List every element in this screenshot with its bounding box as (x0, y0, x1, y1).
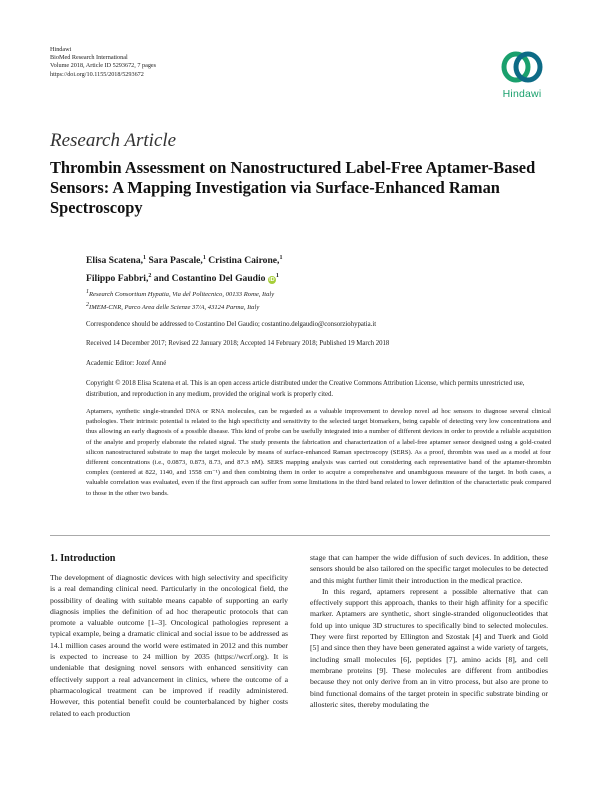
doi-link[interactable]: https://doi.org/10.1155/2018/5293672 (50, 70, 144, 78)
hindawi-logo (497, 47, 547, 100)
copyright-notice: Copyright © 2018 Elisa Scatena et al. This is an open access article distributed under the Creative Commons Attribution License, which permits unrestricted use, distribution, and reproduction in any medium, provided the original work is properly cited. (86, 380, 525, 398)
publication-dates: Received 14 December 2017; Revised 22 January 2018; Accepted 14 February 2018; Published 19 March 2018 (86, 340, 390, 347)
section-divider (50, 535, 550, 536)
section-heading: 1. Introduction (50, 553, 116, 564)
publisher-name: Hindawi (50, 46, 72, 53)
body-paragraph: The development of diagnostic devices with high selectivity and specificity is a real demanding clinical need. Particularly in the oncological field, the possibility of dealing with suitable means capable of supporting an early diagnosis implies the definition of ad hoc therapeutic protocols that can promote a valuable outcome [1–3]. Oncological pathologies represent a typical example, being a dramatic clinical and social issue to be addressed as 14.1 million cases around the world were estimated in 2012 and this number is expected to increase to 24 million by 2035 (https://wcrf.org). It is undeniable that designing novel sensors with enhanced sensitivity can effectively support a real advancement in clinics, where the outcome of a pharmacological treatment can be improved if readily administered. However, this potential benefit could be counterbalanced by higher costs related to each production (50, 573, 288, 718)
author[interactable]: and Costantino Del Gaudio $iD^1$ (153, 272, 279, 284)
article-title: Thrombin Assessment on Nanostructured Label-Free Aptamer-Based Sensors: A Mapping Investigation via Surface-Enhanced Raman Spectroscopy (50, 158, 536, 217)
body-paragraph: In this regard, aptamers represent a possible alternative that can effectively support this approach, thanks to their high affinity for a specific marker. Aptamers are synthetic, short single-stranded oligonucleotides that fold up into unique 3D structures to specifically bind to selected molecules. They were first reported by Ellington and Szostak [4] and Tuerk and Gold [5] and since then they have been generated against a wide variety of targets, including small molecules [6], peptides [7], amino acids [8], and cell membrane proteins [9]. These molecules are different from antibodies because they not only derive from an in vitro process, but also are prone to bind functional domains of the target protein in specific substrate binding or allosteric sites, thereby modulating the (310, 586, 548, 709)
logo-text: Hindawi (502, 88, 542, 100)
author[interactable]: Cristina Cairone,$^1$ (208, 255, 283, 267)
article-type: Research Article (50, 130, 177, 151)
abstract: Aptamers, synthetic single-stranded DNA or RNA molecules, can be regarded as a valuable improvement to develop novel ad hoc sensors to diagnose several clinical pathologies. Their intrinsic potential is related to the high specificity and sensitivity to the selected target biomarkers, being capable of detecting very low concentrations and thus allowing an early diagnosis of a possible disease. This kind of probe can be usefully integrated into a number of different devices in order to provide a reliable acquisition of the analyte and properly elaborate the related signal. The study presents the fabrication and characterization of a label-free aptamer sensor designed using a gold-coated silicon nanostructured substrate to map the target molecule by means of surface-enhanced Raman spectroscopy (SERS). As a proof, thrombin was used as a model at four different concentrations (i.e., 0.0873, 0.873, 8.73, and 87.3 nM). SERS mapping analysis was carried out considering each representative band of the aptamer-thrombin complex (centered at 822, 1140, and 1558 cm⁻¹) and then combining them in order to acquire a comprehensive and unambiguous measure of the target. In both cases, a valuable correlation was evaluated, even if the first approach can suffer from some limitations in the third band related to lower definition of the characteristic peak compared to those in the other two bands. (86, 408, 551, 497)
left-column (50, 552, 288, 719)
author[interactable]: Elisa Scatena,$^1$ (86, 255, 147, 267)
right-column (310, 552, 548, 710)
academic-editor: Academic Editor: Jozef Anné (86, 360, 167, 367)
volume-line: Volume 2018, Article ID 5293672, 7 pages (50, 62, 157, 70)
affiliation: $^2$IMEM-CNR, Parco Area delle Scienze 37/A, 43124 Parma, Italy (86, 302, 260, 312)
journal-header (50, 46, 156, 79)
author-list (86, 251, 506, 286)
hindawi-logo-icon (500, 47, 544, 87)
affiliations (86, 287, 274, 313)
author[interactable]: Filippo Fabbri,$^2$ (86, 272, 152, 284)
body-paragraph: stage that can hamper the wide diffusion of such devices. In addition, these sensors should be also tailored on the specific target molecules to be detected and this might further limit their introduction in the medical practice. (310, 553, 548, 585)
affiliation: $^1$Research Consortium Hypatia, Via del Politecnico, 00133 Rome, Italy (86, 289, 275, 299)
author[interactable]: Sara Pascale,$^1$ (148, 255, 206, 267)
orcid-icon[interactable]: iD (269, 276, 275, 283)
journal-name: BioMed Research International (50, 54, 128, 62)
correspondence: Correspondence should be addressed to Costantino Del Gaudio; costantino.delgaudio@consorziohypatia.it (86, 321, 377, 328)
